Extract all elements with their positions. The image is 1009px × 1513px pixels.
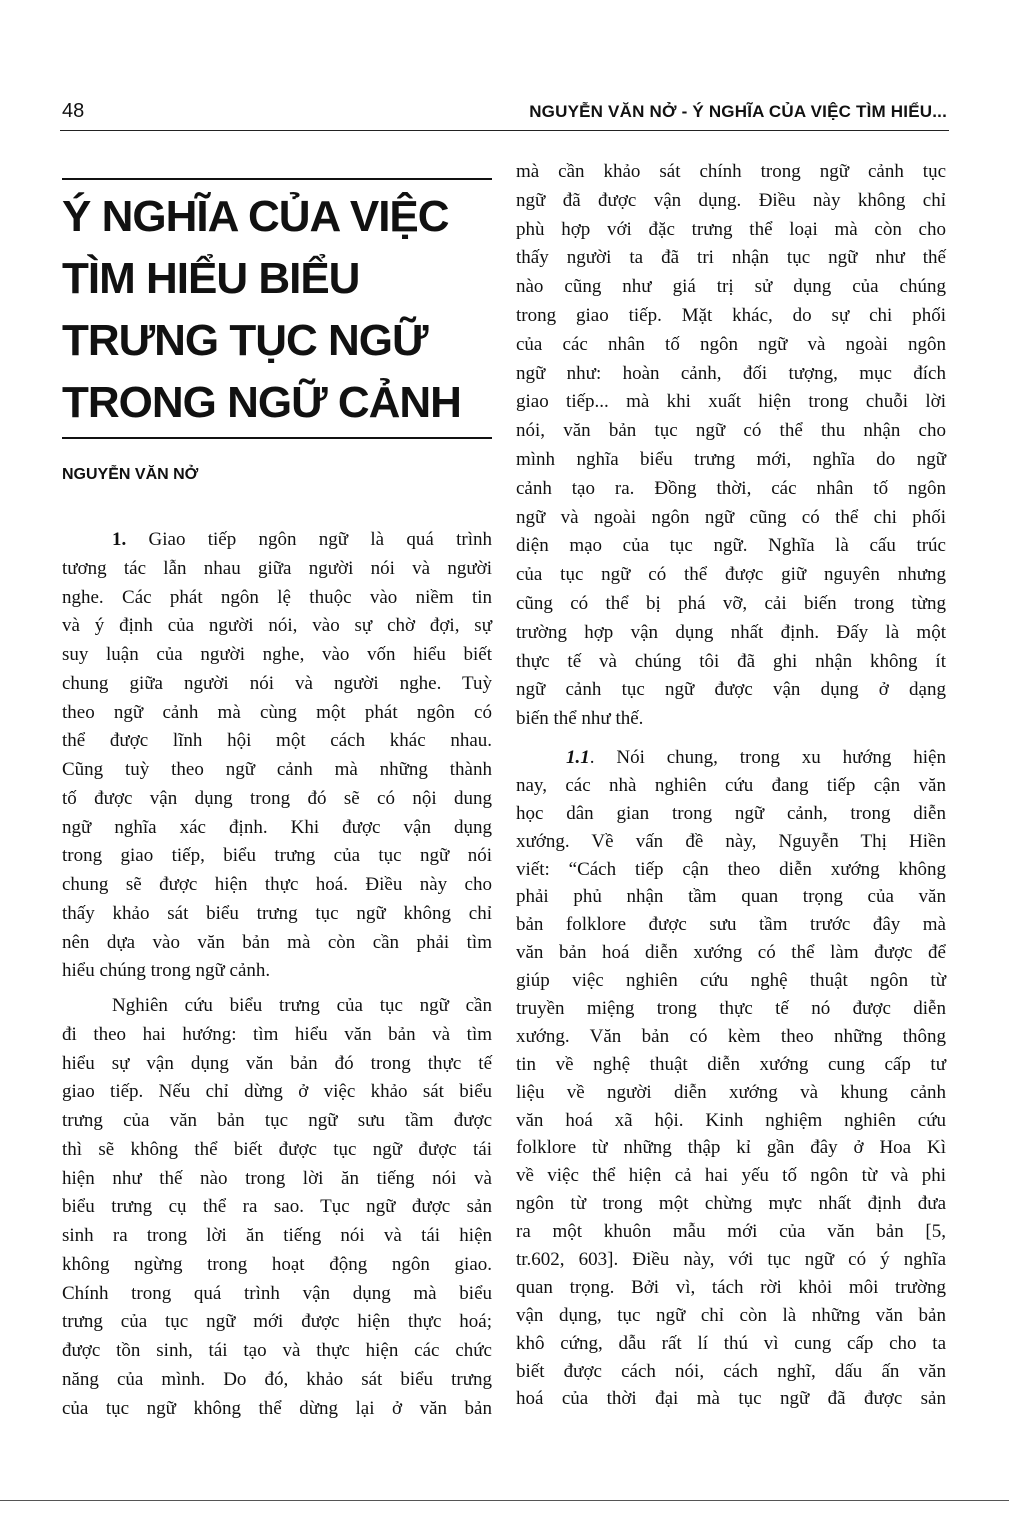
line-text: trong giao tiếp. Mặt khác, do sự chi phối xyxy=(516,304,946,326)
line-text: cũng có thể bị phá vỡ, cải biến trong từng xyxy=(516,592,946,614)
text-line xyxy=(62,785,492,814)
text-line xyxy=(516,883,946,911)
line-text: trường hợp vận dụng nhất định. Đấy là một xyxy=(516,621,946,643)
line-text: sinh ra trong lời ăn tiếng nói và tái hiện xyxy=(62,1225,492,1246)
line-text: xướng. Về vấn đề này, Nguyễn Thị Hiền xyxy=(516,830,946,852)
line-text: tố được vận dụng trong đó sẽ có nội dung xyxy=(62,787,492,809)
text-line xyxy=(62,1395,492,1424)
line-text: hoá của thời đại mà tục ngữ đã được sản xyxy=(516,1388,946,1410)
line-text: ngữ như: hoàn cảnh, đối tượng, mục đích xyxy=(516,362,946,384)
line-text: phù hợp với đặc trưng thể loại mà còn cho xyxy=(516,218,946,240)
text-line xyxy=(516,1190,946,1218)
line-text: . Nói chung, trong xu hướng hiện xyxy=(589,746,946,768)
line-text: ngữ đã được vận dụng. Điều này không chỉ xyxy=(516,189,946,211)
line-text: nói, văn bản tục ngữ có thể thu nhận cho xyxy=(516,420,946,442)
line-text: văn bản hoá diễn xướng có thể làm được để xyxy=(516,942,946,964)
text-line xyxy=(516,772,946,800)
line-text: nghe. Các phát ngôn lệ thuộc vào niềm tin xyxy=(62,586,492,608)
line-text: phải phủ nhận tầm quan trọng của văn xyxy=(516,886,946,908)
text-line xyxy=(516,417,946,446)
text-line xyxy=(516,939,946,967)
text-line xyxy=(516,995,946,1023)
line-text: văn hoá xã hội. Kinh nghiệm nghiên cứu xyxy=(516,1109,946,1131)
line-text: thấy khảo sát biểu trưng tục ngữ không chỉ xyxy=(62,902,492,924)
running-header: NGUYỄN VĂN NỞ - Ý NGHĨA CỦA VIỆC TÌM HIỂU... xyxy=(529,102,947,121)
line-text: tương tác lẫn nhau giữa người nói và người xyxy=(62,557,492,579)
line-text: hiện như thế nào trong lời ăn tiếng nói và xyxy=(62,1167,492,1189)
text-line xyxy=(516,856,946,884)
right-column xyxy=(516,158,946,1419)
text-line xyxy=(516,1358,946,1386)
line-text: thì sẽ không thể biết được tục ngữ được tái xyxy=(62,1138,492,1160)
text-line xyxy=(516,648,946,677)
text-line xyxy=(516,744,946,772)
text-line xyxy=(62,670,492,699)
line-text: hiểu sự vận dụng văn bản đó trong thực tế xyxy=(62,1052,492,1074)
paragraph xyxy=(516,744,946,1413)
line-text: diện mạo của tục ngữ. Nghĩa là cấu trúc xyxy=(516,535,946,557)
line-text: cảnh tạo ra. Đồng thời, các nhân tố ngôn xyxy=(516,477,946,499)
line-text: folklore từ những thập kỉ gần đây ở Hoa Kì xyxy=(516,1137,946,1159)
line-text: nay, các nhà nghiên cứu đang tiếp cận văn xyxy=(516,774,946,796)
line-text: nào cũng như giá trị sử dụng của chúng xyxy=(516,276,946,298)
line-text: giao tiếp. Nếu chỉ dừng ở việc khảo sát biểu xyxy=(62,1081,492,1103)
title-line: TRƯNG TỤC NGỮ xyxy=(62,316,428,365)
paragraph xyxy=(62,526,492,986)
line-text: Giao tiếp ngôn ngữ là quá trình xyxy=(126,529,492,550)
line-text: ngữ cảnh tục ngữ được vận dụng ở dạng xyxy=(516,679,946,701)
section-number: 1.1 xyxy=(566,746,590,768)
text-line xyxy=(516,1023,946,1051)
line-text: học dân gian trong ngữ cảnh, trong diễn xyxy=(516,802,946,824)
text-line xyxy=(516,561,946,590)
line-text: ra một khuôn mẫu mới của văn bản [5, xyxy=(516,1221,946,1243)
text-line xyxy=(62,641,492,670)
line-text: khô cứng, dẫu rất lí thú vì cung cấp cho ta xyxy=(516,1332,946,1354)
line-text: của tục ngữ không thể dừng lại ở văn bản xyxy=(62,1397,492,1419)
text-line xyxy=(516,1079,946,1107)
title-line: TRONG NGỮ CẢNH xyxy=(62,378,461,427)
line-text: theo ngữ cảnh mà cùng một phát ngôn có xyxy=(62,701,492,723)
line-text: biến thể như thế. xyxy=(516,708,644,730)
line-text: Cũng tuỳ theo ngữ cảnh mà những thành xyxy=(62,759,492,780)
line-text: của các nhân tố ngôn ngữ và ngoài ngôn xyxy=(516,333,946,355)
text-line xyxy=(62,584,492,613)
line-text: trưng của văn bản tục ngữ sưu tầm được xyxy=(62,1110,492,1131)
text-line xyxy=(62,871,492,900)
line-text: của tục ngữ có thể được giữ nguyên nhưng xyxy=(516,564,946,586)
article-title xyxy=(62,186,502,434)
text-line xyxy=(516,331,946,360)
text-line xyxy=(516,302,946,331)
text-line xyxy=(62,842,492,871)
text-line xyxy=(62,756,492,785)
line-text: thực tế và chúng tôi đã ghi nhận không ít xyxy=(516,650,946,672)
text-line xyxy=(516,828,946,856)
line-text: hiểu chúng trong ngữ cảnh. xyxy=(62,960,271,982)
author-name: NGUYỄN VĂN NỞ xyxy=(62,466,199,483)
line-text: thấy người ta đã tri nhận tục ngữ như thế xyxy=(516,247,946,269)
text-line xyxy=(516,504,946,533)
line-text: nên dựa vào văn bản mà còn cần phải tìm xyxy=(62,931,492,953)
text-line xyxy=(62,900,492,929)
text-line xyxy=(516,1274,946,1302)
text-line xyxy=(516,1385,946,1413)
line-text: giúp việc nghiên cứu nghệ thuật ngôn từ xyxy=(516,970,946,992)
text-line xyxy=(516,360,946,389)
line-text: xướng. Văn bản có kèm theo những thông xyxy=(516,1025,946,1047)
text-line xyxy=(62,1021,492,1050)
line-text: tin về nghệ thuật diễn xướng cung cấp tư xyxy=(516,1053,946,1075)
text-line xyxy=(516,273,946,302)
text-line xyxy=(516,1246,946,1274)
line-text: không ngừng trong hoạt động ngôn giao. xyxy=(62,1253,492,1275)
text-line xyxy=(62,1078,492,1107)
text-line xyxy=(516,216,946,245)
line-text: về việc thể hiện cả hai yếu tố ngôn từ và phi xyxy=(516,1165,946,1187)
text-line xyxy=(516,1051,946,1079)
line-text: ngữ nghĩa xác định. Khi được vận dụng xyxy=(62,816,492,838)
text-line xyxy=(516,911,946,939)
text-line xyxy=(516,1107,946,1135)
title-bottom-rule xyxy=(62,437,492,439)
page-number: 48 xyxy=(62,100,85,122)
text-line xyxy=(62,612,492,641)
line-text: mà cần khảo sát chính trong ngữ cảnh tục xyxy=(516,161,946,182)
text-line xyxy=(62,1337,492,1366)
line-text: truyền miệng trong thực tế nó được diễn xyxy=(516,997,946,1019)
text-line xyxy=(516,1162,946,1190)
text-line xyxy=(516,619,946,648)
line-text: Nghiên cứu biểu trưng của tục ngữ cần xyxy=(112,995,492,1016)
text-line xyxy=(62,1136,492,1165)
line-text: được tồn sinh, tái tạo và thực hiện các chức xyxy=(62,1340,492,1361)
text-line xyxy=(62,1222,492,1251)
line-text: quan trọng. Bởi vì, tách rời khỏi môi trường xyxy=(516,1276,946,1298)
line-text: ngôn từ trong một chừng mực nhất định đưa xyxy=(516,1193,946,1215)
header-divider xyxy=(60,130,949,131)
line-text: trưng của tục ngữ mới được hiện thực hoá; xyxy=(62,1311,492,1333)
line-text: suy luận của người nghe, vào vốn hiểu biết xyxy=(62,644,492,665)
title-top-rule xyxy=(62,178,492,180)
text-line xyxy=(516,446,946,475)
text-line xyxy=(516,800,946,828)
text-line xyxy=(516,158,946,187)
text-line xyxy=(62,814,492,843)
text-line xyxy=(62,957,492,986)
text-line xyxy=(516,676,946,705)
line-text: trong giao tiếp, biểu trưng của tục ngữ nói xyxy=(62,845,492,867)
title-line: TÌM HIỂU BIỂU xyxy=(62,254,360,303)
text-line xyxy=(516,1302,946,1330)
line-text: thể được lĩnh hội một cách khác nhau. xyxy=(62,730,492,752)
text-line xyxy=(62,1193,492,1222)
text-line xyxy=(62,1280,492,1309)
left-column xyxy=(62,526,492,1429)
line-text: giao tiếp... mà khi xuất hiện trong chuỗi lời xyxy=(516,391,946,413)
text-line xyxy=(62,555,492,584)
line-text: bản folklore được sưu tầm trước đây mà xyxy=(516,914,946,936)
line-text: và ý định của người nói, vào sự chờ đợi, sự xyxy=(62,615,492,637)
text-line xyxy=(516,1218,946,1246)
text-line xyxy=(516,532,946,561)
text-line xyxy=(516,244,946,273)
text-line xyxy=(62,1251,492,1280)
line-text: ngữ và ngoài ngôn ngữ cũng có thể chi phối xyxy=(516,506,946,528)
line-text: mình nghĩa biểu trưng mới, nghĩa do ngữ xyxy=(516,448,946,470)
text-line xyxy=(62,929,492,958)
text-line xyxy=(62,727,492,756)
line-text: liệu về người diễn xướng và khung cảnh xyxy=(516,1081,946,1103)
text-line xyxy=(62,526,492,555)
text-line xyxy=(516,967,946,995)
paragraph xyxy=(516,158,946,734)
text-line xyxy=(516,475,946,504)
text-line xyxy=(516,1330,946,1358)
line-text: viết: “Cách tiếp cận theo diễn xướng không xyxy=(516,858,946,880)
paragraph xyxy=(62,992,492,1423)
text-line xyxy=(62,1165,492,1194)
line-text: biết được cách nói, cách nghĩ, dấu ấn văn xyxy=(516,1360,946,1382)
line-text: biểu trưng cụ thể ra sao. Tục ngữ được sản xyxy=(62,1196,492,1218)
title-line: Ý NGHĨA CỦA VIỆC xyxy=(62,192,449,241)
line-text: Chính trong quá trình vận dụng mà biểu xyxy=(62,1282,492,1304)
line-text: tr.602, 603]. Điều này, với tục ngữ có ý nghĩa xyxy=(516,1248,946,1270)
text-line xyxy=(516,590,946,619)
section-number: 1. xyxy=(112,529,127,550)
text-line xyxy=(62,1050,492,1079)
line-text: chung sẽ được hiện thực hoá. Điều này cho xyxy=(62,874,492,895)
line-text: vận dụng, tục ngữ chỉ còn là những văn bản xyxy=(516,1304,946,1326)
text-line xyxy=(516,1134,946,1162)
line-text: chung giữa người nói và người nghe. Tuỳ xyxy=(62,672,492,694)
page-bottom-edge xyxy=(0,1500,1009,1501)
line-text: đi theo hai hướng: tìm hiểu văn bản và tìm xyxy=(62,1023,492,1045)
text-line xyxy=(516,388,946,417)
text-line xyxy=(62,699,492,728)
line-text: năng của mình. Do đó, khảo sát biểu trưng xyxy=(62,1368,492,1390)
text-line xyxy=(516,187,946,216)
text-line xyxy=(62,1107,492,1136)
text-line xyxy=(62,1366,492,1395)
text-line xyxy=(62,992,492,1021)
text-line xyxy=(62,1308,492,1337)
text-line xyxy=(516,705,946,734)
